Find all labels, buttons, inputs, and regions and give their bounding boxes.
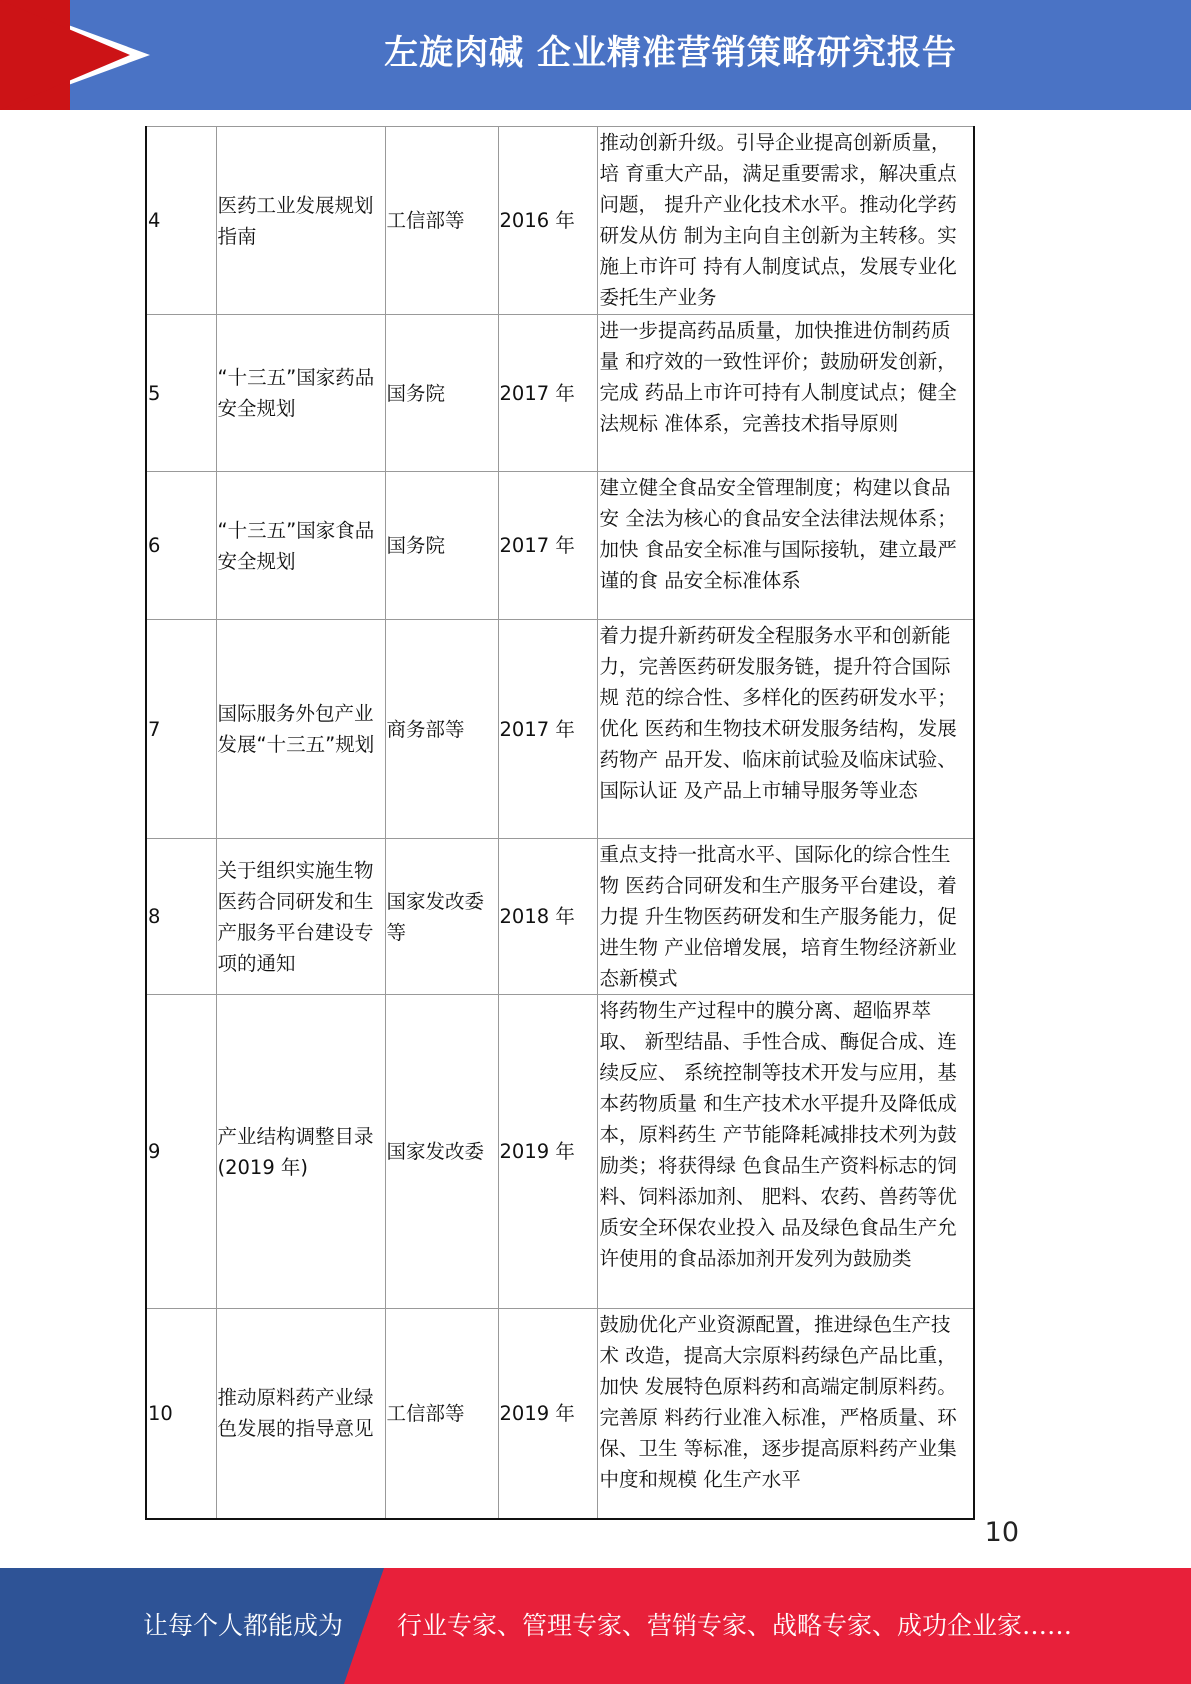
header-chevron-red: [0, 0, 130, 110]
issue-year: 2019 年: [498, 995, 597, 1309]
issuing-department: 国务院: [385, 472, 498, 620]
page-footer: [0, 1568, 1191, 1684]
policy-name: 医药工业发展规划指南: [216, 127, 385, 315]
policy-name: 国际服务外包产业发展“十三五”规划: [216, 620, 385, 839]
policy-content: 着力提升新药研发全程服务水平和创新能 力，完善医药研发服务链，提升符合国际规 范的综合性、多样化的医药研发水平；优化 医药和生物技术研发服务结构，发展药物产 品开发、临床前试验及临床试验、国际认证 及产品上市辅导服务等业态: [597, 620, 974, 839]
issue-year: 2018 年: [498, 839, 597, 995]
policy-name: “十三五”国家食品安全规划: [216, 472, 385, 620]
row-number: 9: [146, 995, 216, 1309]
issuing-department: 国家发改委等: [385, 839, 498, 995]
issue-year: 2017 年: [498, 620, 597, 839]
row-number: 7: [146, 620, 216, 839]
policy-name: 推动原料药产业绿色发展的指导意见: [216, 1309, 385, 1519]
policy-name: “十三五”国家药品安全规划: [216, 315, 385, 472]
issuing-department: 商务部等: [385, 620, 498, 839]
policy-content: 重点支持一批高水平、国际化的综合性生物 医药合同研发和生产服务平台建设，着力提 升生物医药研发和生产服务能力，促进生物 产业倍增发展，培育生物经济新业态新模式: [597, 839, 974, 995]
issuing-department: 国务院: [385, 315, 498, 472]
issue-year: 2017 年: [498, 315, 597, 472]
policy-table: [145, 126, 975, 1520]
policy-name: 关于组织实施生物医药合同研发和生产服务平台建设专项的通知: [216, 839, 385, 995]
table-row: [146, 472, 974, 620]
footer-slogan-left: 让每个人都能成为: [143, 1611, 344, 1640]
issuing-department: 工信部等: [385, 1309, 498, 1519]
row-number: 6: [146, 472, 216, 620]
table-row: [146, 995, 974, 1309]
table-row: [146, 315, 974, 472]
row-number: 4: [146, 127, 216, 315]
issue-year: 2016 年: [498, 127, 597, 315]
report-title: 左旋肉碱 企业精准营销策略研究报告: [384, 33, 957, 73]
footer-blue-slant: [344, 1568, 384, 1684]
footer-slogan-right: 行业专家、管理专家、营销专家、战略专家、成功企业家……: [397, 1611, 1073, 1640]
issue-year: 2017 年: [498, 472, 597, 620]
policy-content: 将药物生产过程中的膜分离、超临界萃取、 新型结晶、手性合成、酶促合成、连续反应、 系统控制等技术开发与应用，基本药物质量 和生产技术水平提升及降低成本，原料药生 产节能降耗减排技术列为鼓励类；将获得绿 色食品生产资料标志的饲料、饲料添加剂、 肥料、农药、兽药等优质安全环保农业投入 品及绿色食品生产允许使用的食品添加剂开发列为鼓励类: [597, 995, 974, 1309]
policy-content: 进一步提高药品质量，加快推进仿制药质量 和疗效的一致性评价；鼓励研发创新，完成 药品上市许可持有人制度试点；健全法规标 准体系，完善技术指导原则: [597, 315, 974, 472]
table-row: [146, 1309, 974, 1519]
policy-content: 建立健全食品安全管理制度；构建以食品安 全法为核心的食品安全法律法规体系；加快 食品安全标准与国际接轨，建立最严谨的食 品安全标准体系: [597, 472, 974, 620]
policy-name: 产业结构调整目录(2019 年): [216, 995, 385, 1309]
page-number: 10: [984, 1517, 1019, 1548]
issue-year: 2019 年: [498, 1309, 597, 1519]
table-row: [146, 620, 974, 839]
issuing-department: 工信部等: [385, 127, 498, 315]
page-header: [0, 0, 1191, 110]
policy-content: 推动创新升级。引导企业提高创新质量，培 育重大产品，满足重要需求，解决重点问题， 提升产业化技术水平。推动化学药研发从仿 制为主向自主创新为主转移。实施上市许可 持有人制度试点，发展专业化委托生产业务: [597, 127, 974, 315]
row-number: 5: [146, 315, 216, 472]
row-number: 10: [146, 1309, 216, 1519]
table-row: [146, 127, 974, 315]
policy-content: 鼓励优化产业资源配置，推进绿色生产技术 改造，提高大宗原料药绿色产品比重，加快 发展特色原料药和高端定制原料药。完善原 料药行业准入标准，严格质量、环保、卫生 等标准，逐步提高原料药产业集中度和规模 化生产水平: [597, 1309, 974, 1519]
table-row: [146, 839, 974, 995]
row-number: 8: [146, 839, 216, 995]
issuing-department: 国家发改委: [385, 995, 498, 1309]
